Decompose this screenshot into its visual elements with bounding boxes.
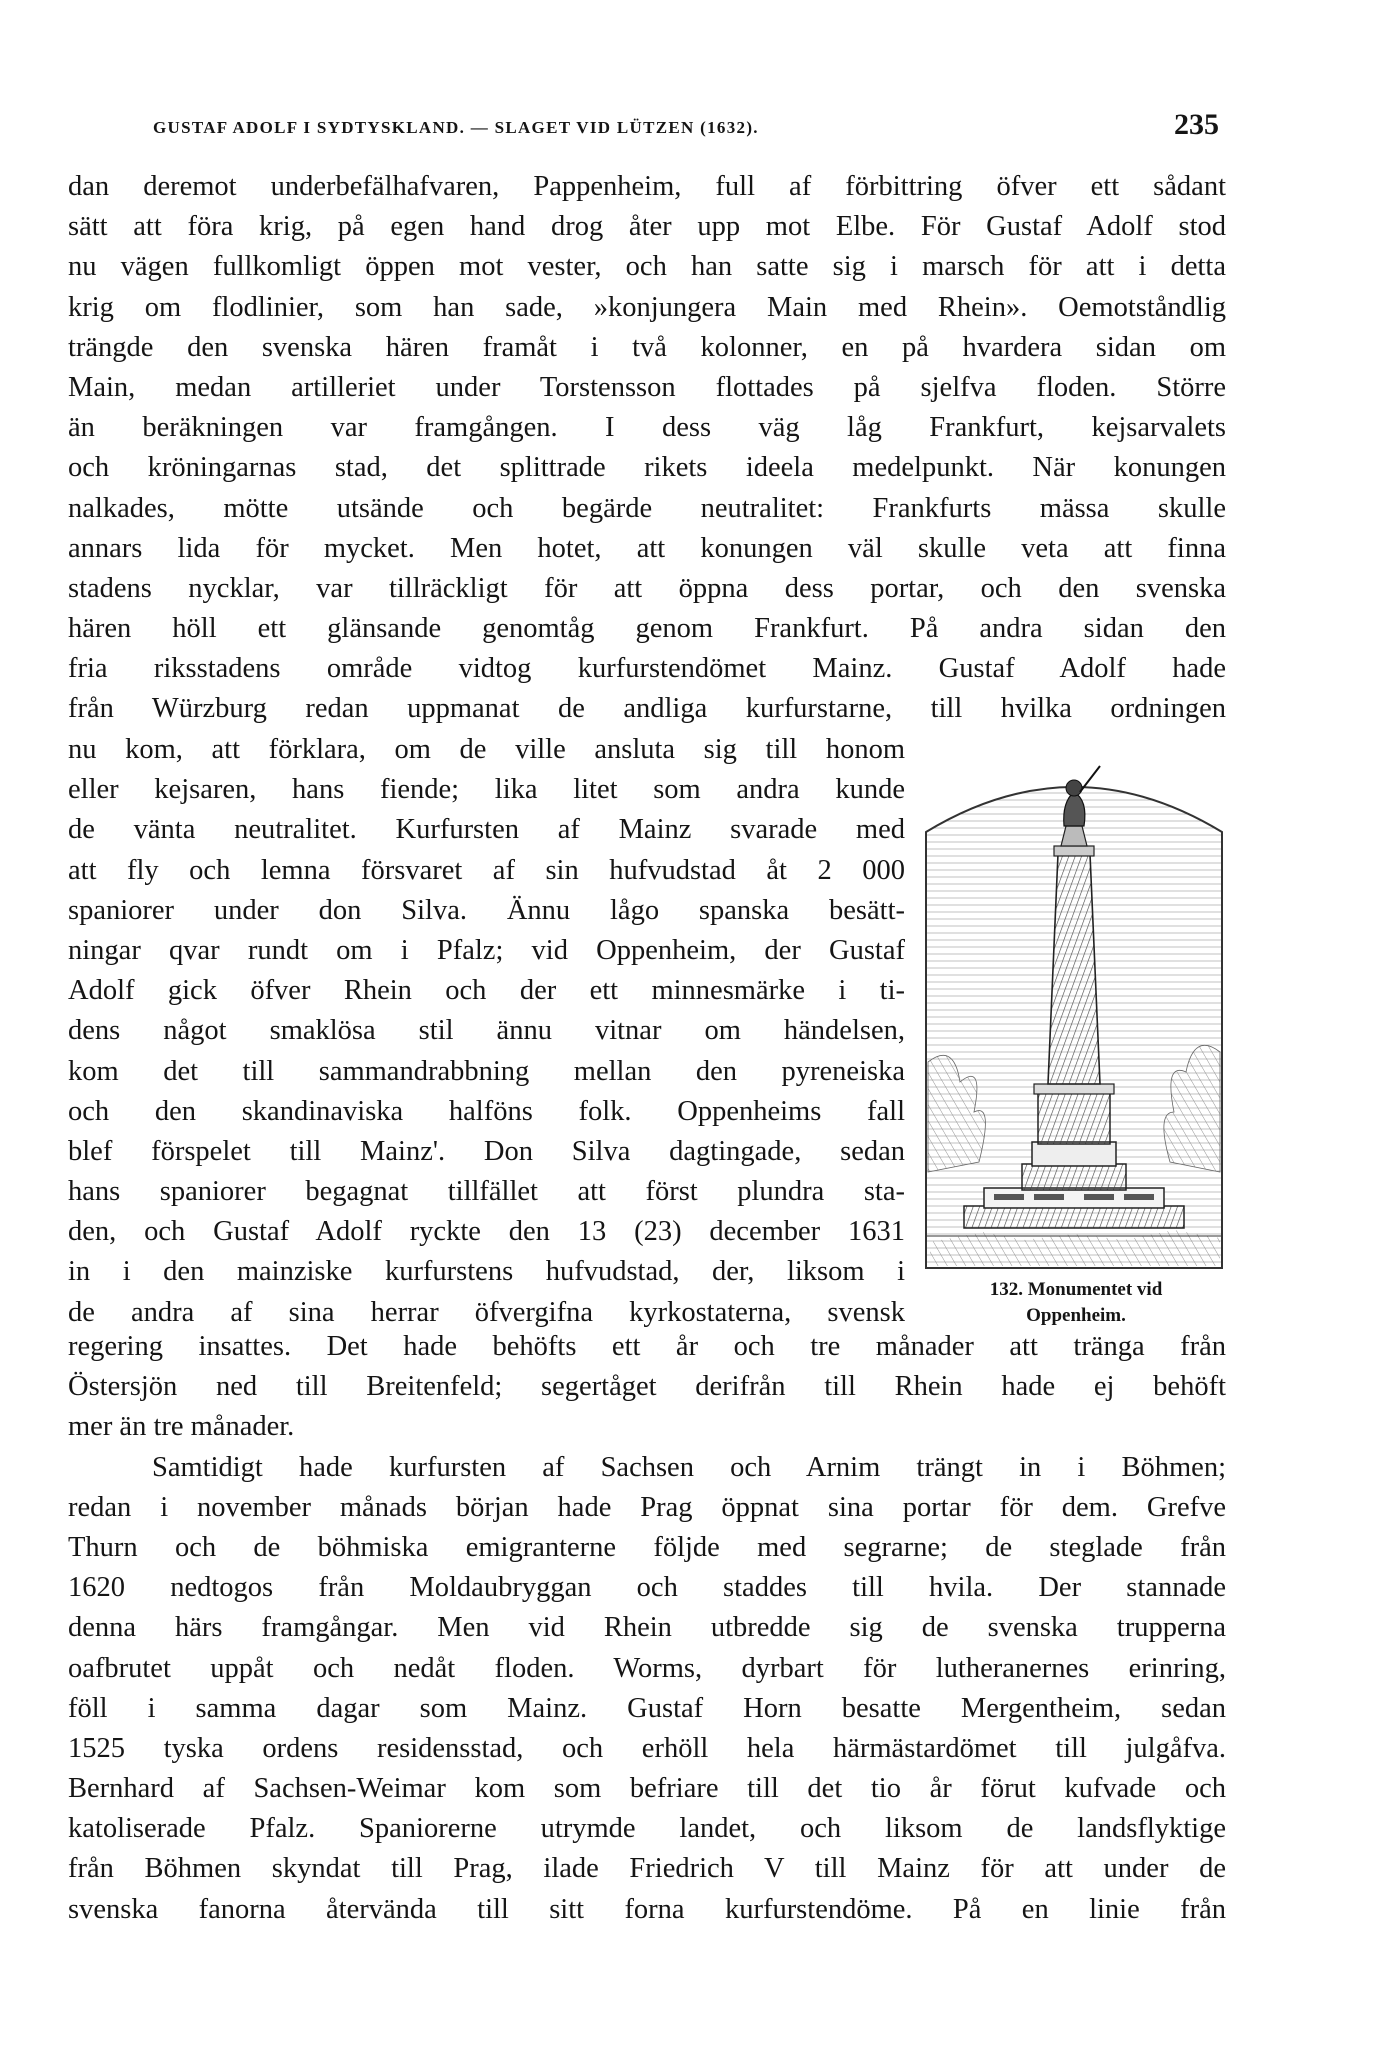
text-line: hären höll ett glänsande genomtåg genom Frankfurt. På andra sidan den: [68, 613, 1226, 645]
text-line: in i den mainziske kurfurstens hufvudstad, der, liksom i: [68, 1256, 905, 1288]
text-line: de andra af sina herrar öfvergifna kyrkostaterna, svensk: [68, 1296, 905, 1328]
text-line: katoliserade Pfalz. Spaniorerne utrymde landet, och liksom de landsflyktige: [68, 1813, 1226, 1845]
running-head-title: GUSTAF ADOLF I SYDTYSKLAND. — SLAGET VID LÜTZEN (1632).: [153, 118, 759, 137]
text-line: 1620 nedtogos från Moldaubryggan och staddes till hvila. Der stannade: [68, 1572, 1226, 1604]
text-line: eller kejsaren, hans fiende; lika litet som andra kunde: [68, 774, 905, 806]
text-line: än beräkningen var framgången. I dess väg låg Frankfurt, kejsarvalets: [68, 412, 1226, 444]
caption-line-2: Oppenheim.: [1026, 1305, 1126, 1326]
figure-caption: [915, 1277, 1237, 1329]
text-line: Östersjön ned till Breitenfeld; segertåget derifrån till Rhein hade ej behöft: [68, 1371, 1226, 1403]
text-line: stadens nycklar, var tillräckligt för att öppna dess portar, och den svenska: [68, 572, 1226, 604]
text-line: oafbrutet uppåt och nedåt floden. Worms, dyrbart för lutheranernes erinring,: [68, 1652, 1226, 1684]
text-line: Bernhard af Sachsen-Weimar kom som befriare till det tio år förut kufvade och: [68, 1773, 1226, 1805]
text-line: dens något smaklösa stil ännu vitnar om händelsen,: [68, 1015, 905, 1047]
text-line: mer än tre månader.: [68, 1411, 295, 1443]
text-line: spaniorer under don Silva. Ännu lågo spanska besätt-: [68, 894, 905, 926]
text-line: annars lida för mycket. Men hotet, att konungen väl skulle veta att finna: [68, 532, 1226, 564]
text-line: nu vägen fullkomligt öppen mot vester, och han satte sig i marsch för att i detta: [68, 251, 1226, 283]
text-line: blef förspelet till Mainz'. Don Silva dagtingade, sedan: [68, 1135, 905, 1167]
text-line: och kröningarnas stad, det splittrade rikets ideela medelpunkt. När konungen: [68, 452, 1226, 484]
text-line: fria riksstadens område vidtog kurfurstendömet Mainz. Gustaf Adolf hade: [68, 653, 1226, 685]
text-line: redan i november månads början hade Prag öppnat sina portar för dem. Grefve: [68, 1491, 1226, 1523]
page-number: 235: [1174, 108, 1219, 141]
text-line: sätt att föra krig, på egen hand drog åter upp mot Elbe. För Gustaf Adolf stod: [68, 211, 1226, 243]
text-line: Adolf gick öfver Rhein och der ett minnesmärke i ti-: [68, 975, 905, 1007]
text-line: de vänta neutralitet. Kurfursten af Mainz svarade med: [68, 814, 905, 846]
text-line: denna härs framgångar. Men vid Rhein utbredde sig de svenska trupperna: [68, 1612, 1226, 1644]
text-line: den, och Gustaf Adolf ryckte den 13 (23) december 1631: [68, 1216, 905, 1248]
text-line: kom det till sammandrabbning mellan den pyreneiska: [68, 1055, 905, 1087]
text-line: Main, medan artilleriet under Torstensson flottades på sjelfva floden. Större: [68, 371, 1226, 403]
text-line: 1525 tyska ordens residensstad, och erhöll hela härmästardömet till julgåfva.: [68, 1732, 1226, 1764]
figure-number: 132.: [989, 1279, 1023, 1300]
obelisk-engraving: [924, 762, 1224, 1270]
text-line: krig om flodlinier, som han sade, »konjungera Main med Rhein». Oemotståndlig: [68, 291, 1226, 323]
paragraph-upper: [68, 167, 1226, 730]
text-line: från Würzburg redan uppmanat de andliga kurfurstarne, till hvilka ordningen: [68, 693, 1226, 725]
text-line: att fly och lemna försvaret af sin hufvudstad åt 2 000: [68, 854, 905, 886]
text-line: och den skandinaviska halföns folk. Oppenheims fall: [68, 1095, 905, 1127]
text-line: Samtidigt hade kurfursten af Sachsen och Arnim trängt in i Böhmen;: [152, 1451, 1226, 1483]
text-line: hans spaniorer begagnat tillfället att först plundra sta-: [68, 1176, 905, 1208]
caption-line-1: Monumentet vid: [1027, 1279, 1163, 1300]
text-line: föll i samma dagar som Mainz. Gustaf Horn besatte Mergentheim, sedan: [68, 1692, 1226, 1724]
text-line: nu kom, att förklara, om de ville ansluta sig till honom: [68, 734, 905, 765]
text-line: Thurn och de böhmiska emigranterne följde med segrarne; de steglade från: [68, 1531, 1226, 1563]
text-line: trängde den svenska hären framåt i två kolonner, en på hvardera sidan om: [68, 331, 1226, 363]
running-header: [70, 108, 1225, 148]
text-line: dan deremot underbefälhafvaren, Pappenheim, full af förbittring öfver ett sådant: [68, 171, 1226, 202]
text-line: ningar qvar rundt om i Pfalz; vid Oppenheim, der Gustaf: [68, 934, 905, 966]
text-line: nalkades, mötte utsände och begärde neutralitet: Frankfurts mässa skulle: [68, 492, 1226, 524]
text-line: svenska fanorna återvända till sitt forna kurfurstendöme. På en linie från: [68, 1893, 1226, 1925]
text-line: från Böhmen skyndat till Prag, ilade Friedrich V till Mainz för att under de: [68, 1853, 1226, 1885]
paragraph-wrapped-around-figure: [68, 730, 905, 1333]
monument-illustration: [924, 762, 1224, 1270]
text-line: regering insattes. Det hade behöfts ett år och tre månader att tränga från: [68, 1331, 1226, 1362]
paragraph-lower: [68, 1327, 1226, 1930]
